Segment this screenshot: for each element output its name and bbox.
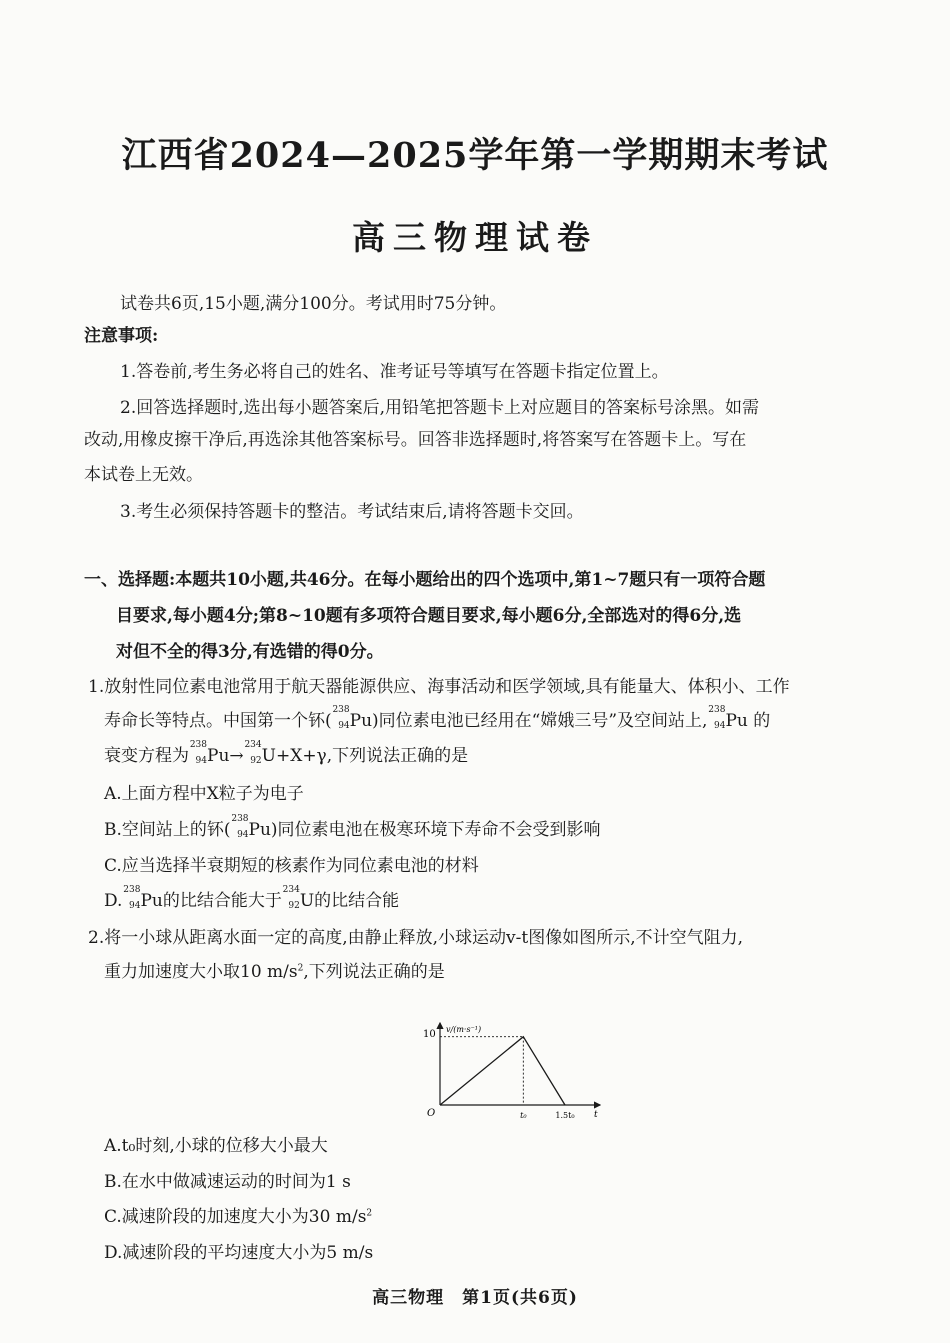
pu-nuclide: 238 94 (708, 705, 726, 731)
q1-line-3: 衰变方程为 238 94 Pu→ 234 92 U+X+γ,下列说法正确的是 (104, 740, 469, 766)
page-footer: 高三物理 第1页(共6页) (372, 1288, 578, 1308)
q1-option-d: D. 238 94 Pu的比结合能大于 234 92 U的比结合能 (104, 885, 400, 911)
section-1-line-1: 一、选择题:本题共10小题,共46分。在每小题给出的四个选项中,第1~7题只有一项符合题 (84, 570, 766, 590)
exam-subtitle: 高三物理试卷 (352, 218, 598, 257)
vt-graph (412, 1020, 612, 1120)
q1-line-2-text-b: )同位素电池已经用在“嫦娥三号”及空间站上, (372, 711, 708, 731)
q1-line-2-text-a: 寿命长等特点。中国第一个钚( (104, 711, 332, 731)
pu-nuclide: 238 94 (123, 885, 141, 911)
notice-item-1: 1.答卷前,考生务必将自己的姓名、准考证号等填写在答题卡指定位置上。 (120, 362, 669, 382)
section-1-line-2: 目要求,每小题4分;第8~10题有多项符合题目要求,每小题6分,全部选对的得6分,选 (116, 606, 742, 626)
x-tick-label-t0: t₀ (520, 1111, 527, 1120)
q2-line-2: 重力加速度大小取10 $m/s^2$,下列说法正确的是 (104, 962, 445, 982)
q2-line-1: 2.将一小球从距离水面一定的高度,由静止释放,小球运动v-t图像如图所示,不计空气阻力, (88, 928, 744, 948)
x-tick-label-1-5t0: 1.5t₀ (555, 1111, 575, 1120)
notice-item-2-line-3: 本试卷上无效。 (84, 465, 203, 485)
q1-option-b: B.空间站上的钚( 238 94 Pu)同位素电池在极寒环境下寿命不会受到影响 (104, 814, 601, 840)
q2-option-d: D.减速阶段的平均速度大小为5 m/s (104, 1243, 374, 1263)
notice-item-3: 3.考生必须保持答题卡的整洁。考试结束后,请将答题卡交回。 (120, 502, 584, 522)
notice-item-2-line-1: 2.回答选择题时,选出每小题答案后,用铅笔把答题卡上对应题目的答案标号涂黑。如需 (120, 398, 760, 418)
u-nuclide: 234 92 (282, 885, 300, 911)
y-axis-label: v/(m·s⁻¹) (446, 1025, 482, 1034)
q1-option-a: A.上面方程中X粒子为电子 (104, 784, 304, 804)
q1-line-2: 寿命长等特点。中国第一个钚( 238 94 Pu)同位素电池已经用在“嫦娥三号”及空间站上, 238 94 Pu 的 (104, 705, 771, 731)
y-tick-label: 10 (423, 1029, 436, 1040)
u-nuclide: 234 92 (244, 740, 262, 766)
notice-heading: 注意事项: (84, 326, 159, 346)
q2-option-a: A.t₀时刻,小球的位移大小最大 (104, 1136, 328, 1156)
pu-nuclide: 238 94 (189, 740, 207, 766)
q1-line-1: 1.放射性同位素电池常用于航天器能源供应、海事活动和医学领域,具有能量大、体积小、工作 (88, 677, 790, 697)
notice-item-2-line-2: 改动,用橡皮擦干净后,再选涂其他答案标号。回答非选择题时,将答案写在答题卡上。写在 (84, 430, 747, 450)
exam-title: 江西省2024—2025学年第一学期期末考试 (121, 135, 829, 176)
section-1-line-3: 对但不全的得3分,有选错的得0分。 (116, 642, 384, 662)
pu-nuclide: 238 94 (231, 814, 249, 840)
velocity-series-line (440, 1037, 565, 1105)
q1-option-c: C.应当选择半衰期短的核素作为同位素电池的材料 (104, 856, 479, 876)
exam-intro: 试卷共6页,15小题,满分100分。考试用时75分钟。 (120, 294, 507, 314)
origin-label: O (427, 1108, 436, 1119)
x-axis-label: t (594, 1110, 598, 1120)
q2-option-c: C.减速阶段的加速度大小为30 $m/s^2$ (104, 1207, 373, 1227)
pu-nuclide: 238 94 (332, 705, 350, 731)
q2-option-b: B.在水中做减速运动的时间为1 s (104, 1172, 351, 1192)
